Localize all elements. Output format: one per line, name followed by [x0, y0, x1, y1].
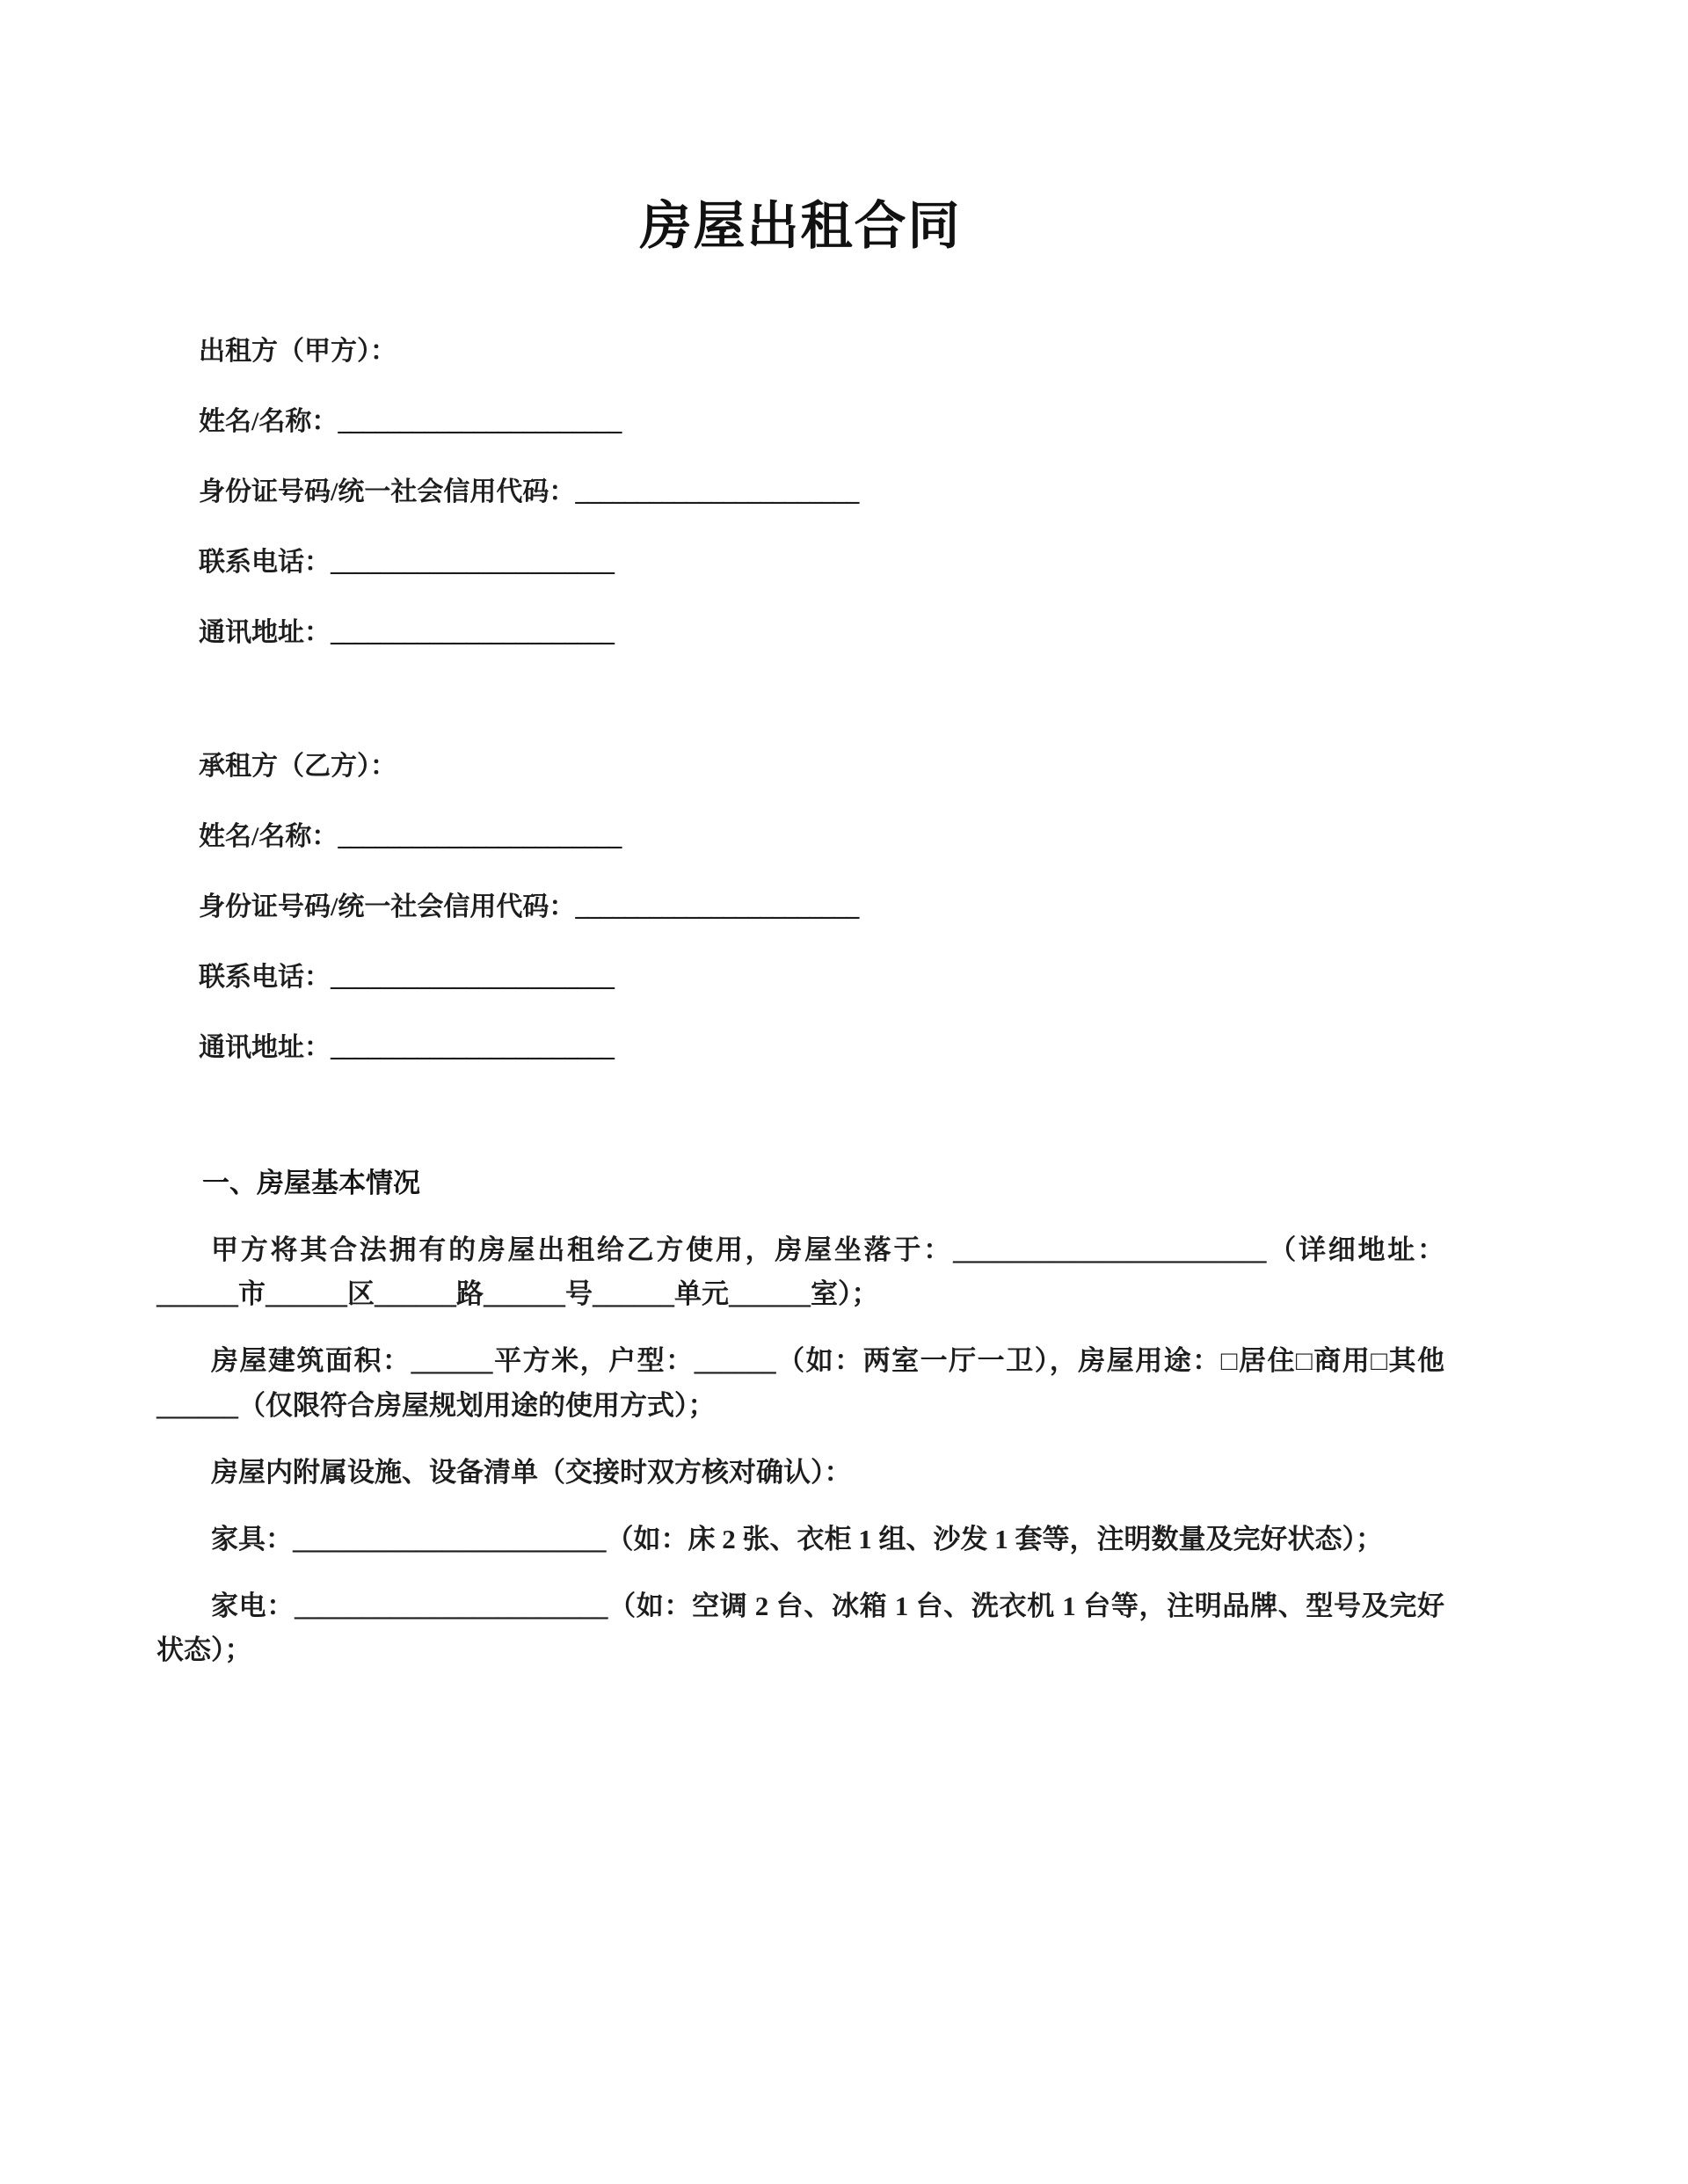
section-one-paragraph-appliances: 家电：_______________________（如：空调 2 台、冰箱 1 台、洗衣机 1 台等，注明品牌、型号及完好状态）； [156, 1591, 1444, 1666]
tenant-address-blank[interactable]: _______________________ [331, 1032, 614, 1062]
landlord-address-row [156, 617, 1444, 647]
tenant-name-blank[interactable]: _______________________ [338, 821, 622, 851]
tenant-name-label: 姓名/名称： [199, 821, 338, 851]
landlord-phone-label: 联系电话： [199, 547, 331, 577]
tenant-phone-row [156, 962, 1444, 992]
section-one-paragraph-location: 甲方将其合法拥有的房屋出租给乙方使用，房屋坐落于：_______________________（详细地址：______市______区______路______号______单元______室）； [156, 1234, 1444, 1310]
document-body [156, 0, 1444, 1673]
tenant-heading: 承租方（乙方）： [199, 751, 397, 781]
tenant-party-block [156, 753, 1444, 1061]
tenant-id-label: 身份证号码/统一社会信用代码： [199, 892, 576, 921]
section-one-heading: 一、房屋基本情况 [202, 1167, 420, 1198]
landlord-name-label: 姓名/名称： [199, 406, 338, 436]
landlord-phone-row [156, 547, 1444, 577]
tenant-address-label: 通讯地址： [199, 1032, 331, 1062]
tenant-phone-label: 联系电话： [199, 962, 331, 992]
tenant-phone-blank[interactable]: _______________________ [331, 962, 614, 992]
landlord-id-row [156, 479, 1444, 506]
tenant-id-row [156, 894, 1444, 921]
tenant-address-row [156, 1032, 1444, 1062]
landlord-name-row [156, 406, 1444, 436]
landlord-heading: 出租方（甲方）： [199, 336, 397, 366]
section-one-paragraph-facilities-intro: 房屋内附属设施、设备清单（交接时双方核对确认）： [211, 1456, 852, 1488]
tenant-id-blank[interactable]: _______________________ [575, 892, 859, 921]
landlord-address-label: 通讯地址： [199, 617, 331, 647]
page-title: 房屋出租合同 [639, 197, 962, 255]
landlord-name-blank[interactable]: _______________________ [338, 406, 622, 436]
tenant-name-row [156, 821, 1444, 851]
section-one-paragraph-area-usage: 房屋建筑面积：______平方米，户型：______（如：两室一厅一卫），房屋用途：□居住□商用□其他______（仅限符合房屋规划用途的使用方式）； [156, 1345, 1444, 1421]
section-one [156, 1168, 1444, 1673]
landlord-address-blank[interactable]: _______________________ [331, 617, 614, 647]
landlord-id-label: 身份证号码/统一社会信用代码： [199, 477, 576, 506]
landlord-id-blank[interactable]: _______________________ [575, 477, 859, 506]
landlord-party-block [156, 336, 1444, 647]
section-one-paragraph-furniture: 家具：_______________________（如：床 2 张、衣柜 1 组、沙发 1 套等，注明数量及完好状态）； [211, 1523, 1383, 1554]
landlord-phone-blank[interactable]: _______________________ [331, 547, 614, 577]
